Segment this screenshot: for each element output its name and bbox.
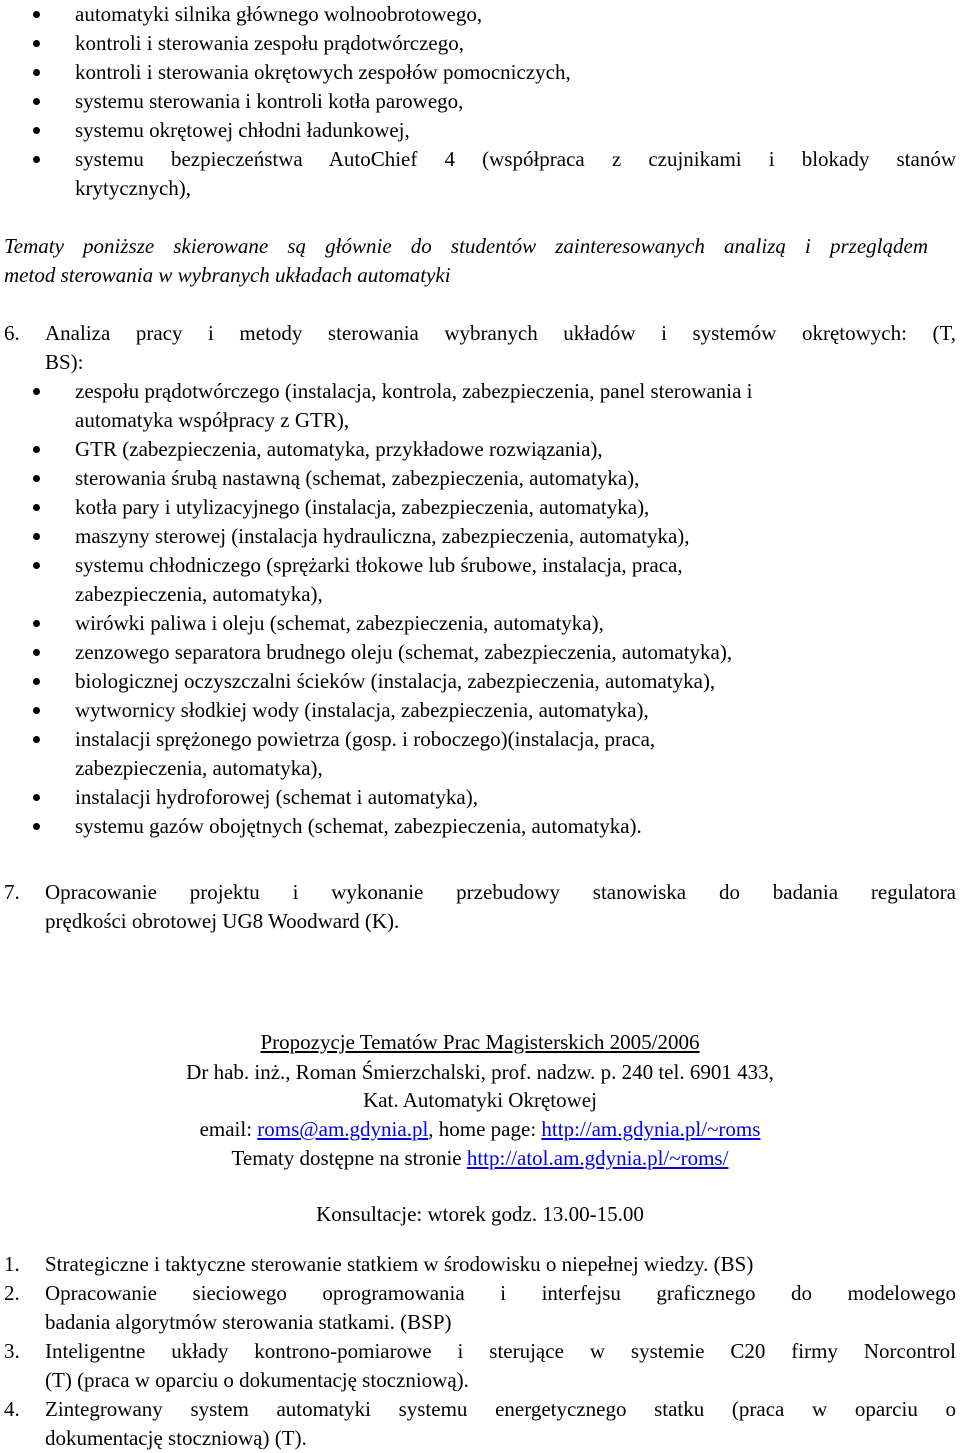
- list-item-text: wirówki paliwa i oleju (schemat, zabezpieczenia, automatyka),: [75, 611, 604, 635]
- list-item-text: sterowania śrubą nastawną (schemat, zabezpieczenia, automatyka),: [75, 466, 640, 490]
- department-line: Kat. Automatyki Okrętowej: [363, 1088, 597, 1112]
- list-item: [0, 638, 960, 667]
- item-text-cont: badania algorytmów sterowania statkami. (BSP): [45, 1310, 452, 1334]
- bullet-icon: [33, 620, 40, 627]
- bullet-icon: [33, 475, 40, 482]
- list-item-text: automatyki silnika głównego wolnoobrotowego,: [75, 2, 483, 26]
- bullet-icon: [33, 562, 40, 569]
- numbered-item: [0, 1337, 960, 1395]
- list-item-text: systemu okrętowej chłodni ładunkowej,: [75, 118, 410, 142]
- author-line: Dr hab. inż., Roman Śmierzchalski, prof. nadzw. p. 240 tel. 6901 433,: [186, 1060, 774, 1084]
- contact-line: [0, 1115, 960, 1144]
- item-text: Inteligentne układy kontrono-pomiarowe i sterujące w systemie C20 firmy Norcontrol: [45, 1339, 956, 1363]
- topic-text: [45, 319, 956, 348]
- section-title: [0, 1028, 960, 1057]
- item-text-cont: (T) (praca w oparciu o dokumentację stoczniową).: [45, 1368, 469, 1392]
- topic-number: 7.: [4, 880, 20, 904]
- list-item-text-cont: automatyka współpracy z GTR),: [75, 408, 350, 432]
- list-item: [0, 493, 960, 522]
- homepage-label: , home page:: [428, 1117, 542, 1141]
- email-link[interactable]: roms@am.gdynia.pl: [257, 1117, 429, 1141]
- topics-line: [0, 1144, 960, 1173]
- list-item: [0, 29, 960, 58]
- list-item: [0, 435, 960, 464]
- item-text-cont: dokumentację stoczniową) (T).: [45, 1426, 307, 1450]
- bullet-icon: [33, 127, 40, 134]
- list-item-text: kontroli i sterowania zespołu prądotwórczego,: [75, 31, 464, 55]
- list-item-text: GTR (zabezpieczenia, automatyka, przykładowe rozwiązania),: [75, 437, 603, 461]
- bullet-icon: [33, 156, 40, 163]
- list-item-text: kontroli i sterowania okrętowych zespołów pomocniczych,: [75, 60, 571, 84]
- list-item-text: biologicznej oczyszczalni ścieków (instalacja, zabezpieczenia, automatyka),: [75, 669, 716, 693]
- list-item: [0, 696, 960, 725]
- topic-text: [45, 878, 956, 907]
- bullet-icon: [33, 707, 40, 714]
- note-line-2: metod sterowania w wybranych układach automatyki: [4, 263, 451, 287]
- bullet-icon: [33, 504, 40, 511]
- numbered-item: [0, 1250, 960, 1279]
- bullet-icon: [33, 678, 40, 685]
- bullet-icon: [33, 98, 40, 105]
- list-item: [0, 725, 960, 783]
- list-item: [0, 783, 960, 812]
- note-line-1: Tematy poniższe skierowane są głównie do studentów zainteresowanych analizą i przeglądem: [4, 234, 928, 258]
- list-item-text: systemu gazów obojętnych (schemat, zabezpieczenia, automatyka).: [75, 814, 642, 838]
- consultation-hours: Konsultacje: wtorek godz. 13.00-15.00: [316, 1202, 644, 1226]
- topic-line-1: Opracowanie projektu i wykonanie przebudowy stanowiska do badania regulatora: [45, 880, 956, 904]
- list-item: [0, 87, 960, 116]
- list-item: [0, 812, 960, 841]
- item-text: Strategiczne i taktyczne sterowanie statkiem w środowisku o niepełnej wiedzy. (BS): [45, 1252, 754, 1276]
- bullet-icon: [33, 823, 40, 830]
- bullet-icon: [33, 40, 40, 47]
- numbered-item: [0, 1279, 960, 1337]
- homepage-link[interactable]: http://am.gdynia.pl/~roms: [541, 1117, 761, 1141]
- topics-link[interactable]: http://atol.am.gdynia.pl/~roms/: [466, 1146, 729, 1170]
- list-item-text: systemu sterowania i kontroli kotła parowego,: [75, 89, 464, 113]
- list-item-text: maszyny sterowej (instalacja hydrauliczna, zabezpieczenia, automatyka),: [75, 524, 690, 548]
- bullet-icon: [33, 446, 40, 453]
- list-item-text-cont: krytycznych),: [75, 176, 192, 200]
- list-item-text: zespołu prądotwórczego (instalacja, kontrola, zabezpieczenia, panel sterowania i: [75, 379, 753, 403]
- item-text: Opracowanie sieciowego oprogramowania i interfejsu graficznego do modelowego: [45, 1281, 956, 1305]
- list-item-text: instalacji hydroforowej (schemat i automatyka),: [75, 785, 478, 809]
- list-item-text: zenzowego separatora brudnego oleju (schemat, zabezpieczenia, automatyka),: [75, 640, 733, 664]
- list-item-text-cont: zabezpieczenia, automatyka),: [75, 582, 323, 606]
- list-item: [0, 145, 960, 203]
- list-item: [0, 464, 960, 493]
- section-title-text: Propozycje Tematów Prac Magisterskich 2005/2006: [260, 1030, 700, 1054]
- item-number: 4.: [4, 1397, 20, 1421]
- list-item-text: instalacji sprężonego powietrza (gosp. i roboczego)(instalacja, praca,: [75, 727, 656, 751]
- top-bullet-list: [0, 0, 960, 203]
- list-item-text: systemu chłodniczego (sprężarki tłokowe lub śrubowe, instalacja, praca,: [75, 553, 683, 577]
- topic-7-heading: [0, 878, 960, 936]
- topic-line-2: BS):: [45, 350, 84, 374]
- email-label: email:: [199, 1117, 258, 1141]
- list-item: [0, 667, 960, 696]
- numbered-topic-list: [0, 1250, 960, 1453]
- item-number: 1.: [4, 1252, 20, 1276]
- topic-6-heading: [0, 319, 960, 377]
- list-item: [0, 58, 960, 87]
- bullet-icon: [33, 736, 40, 743]
- italic-note: [4, 232, 944, 290]
- numbered-item: [0, 1395, 960, 1453]
- list-item: [0, 377, 960, 435]
- bullet-icon: [33, 794, 40, 801]
- list-item: [0, 551, 960, 609]
- topics-label: Tematy dostępne na stronie: [231, 1146, 467, 1170]
- item-text: Zintegrowany system automatyki systemu energetycznego statku (praca w oparciu o: [45, 1397, 956, 1421]
- topic-number: 6.: [4, 321, 20, 345]
- item-number: 2.: [4, 1281, 20, 1305]
- item-number: 3.: [4, 1339, 20, 1363]
- topic-6: [0, 319, 960, 841]
- list-item-text: kotła pary i utylizacyjnego (instalacja, zabezpieczenia, automatyka),: [75, 495, 650, 519]
- bullet-icon: [33, 649, 40, 656]
- list-item-text: systemu bezpieczeństwa AutoChief 4 (współpraca z czujnikami i blokady stanów: [75, 147, 956, 171]
- topic-line-1: Analiza pracy i metody sterowania wybranych układów i systemów okrętowych: (T,: [45, 321, 956, 345]
- list-item-text: wytwornicy słodkiej wody (instalacja, zabezpieczenia, automatyka),: [75, 698, 649, 722]
- topic-line-2: prędkości obrotowej UG8 Woodward (K).: [45, 909, 400, 933]
- list-item: [0, 116, 960, 145]
- bullet-icon: [33, 533, 40, 540]
- bullet-icon: [33, 11, 40, 18]
- list-item: [0, 522, 960, 551]
- list-item: [0, 609, 960, 638]
- list-item: [0, 0, 960, 29]
- topic-7: [0, 878, 960, 936]
- list-item-text-cont: zabezpieczenia, automatyka),: [75, 756, 323, 780]
- bullet-icon: [33, 388, 40, 395]
- bullet-icon: [33, 69, 40, 76]
- topic-6-bullet-list: [0, 377, 960, 841]
